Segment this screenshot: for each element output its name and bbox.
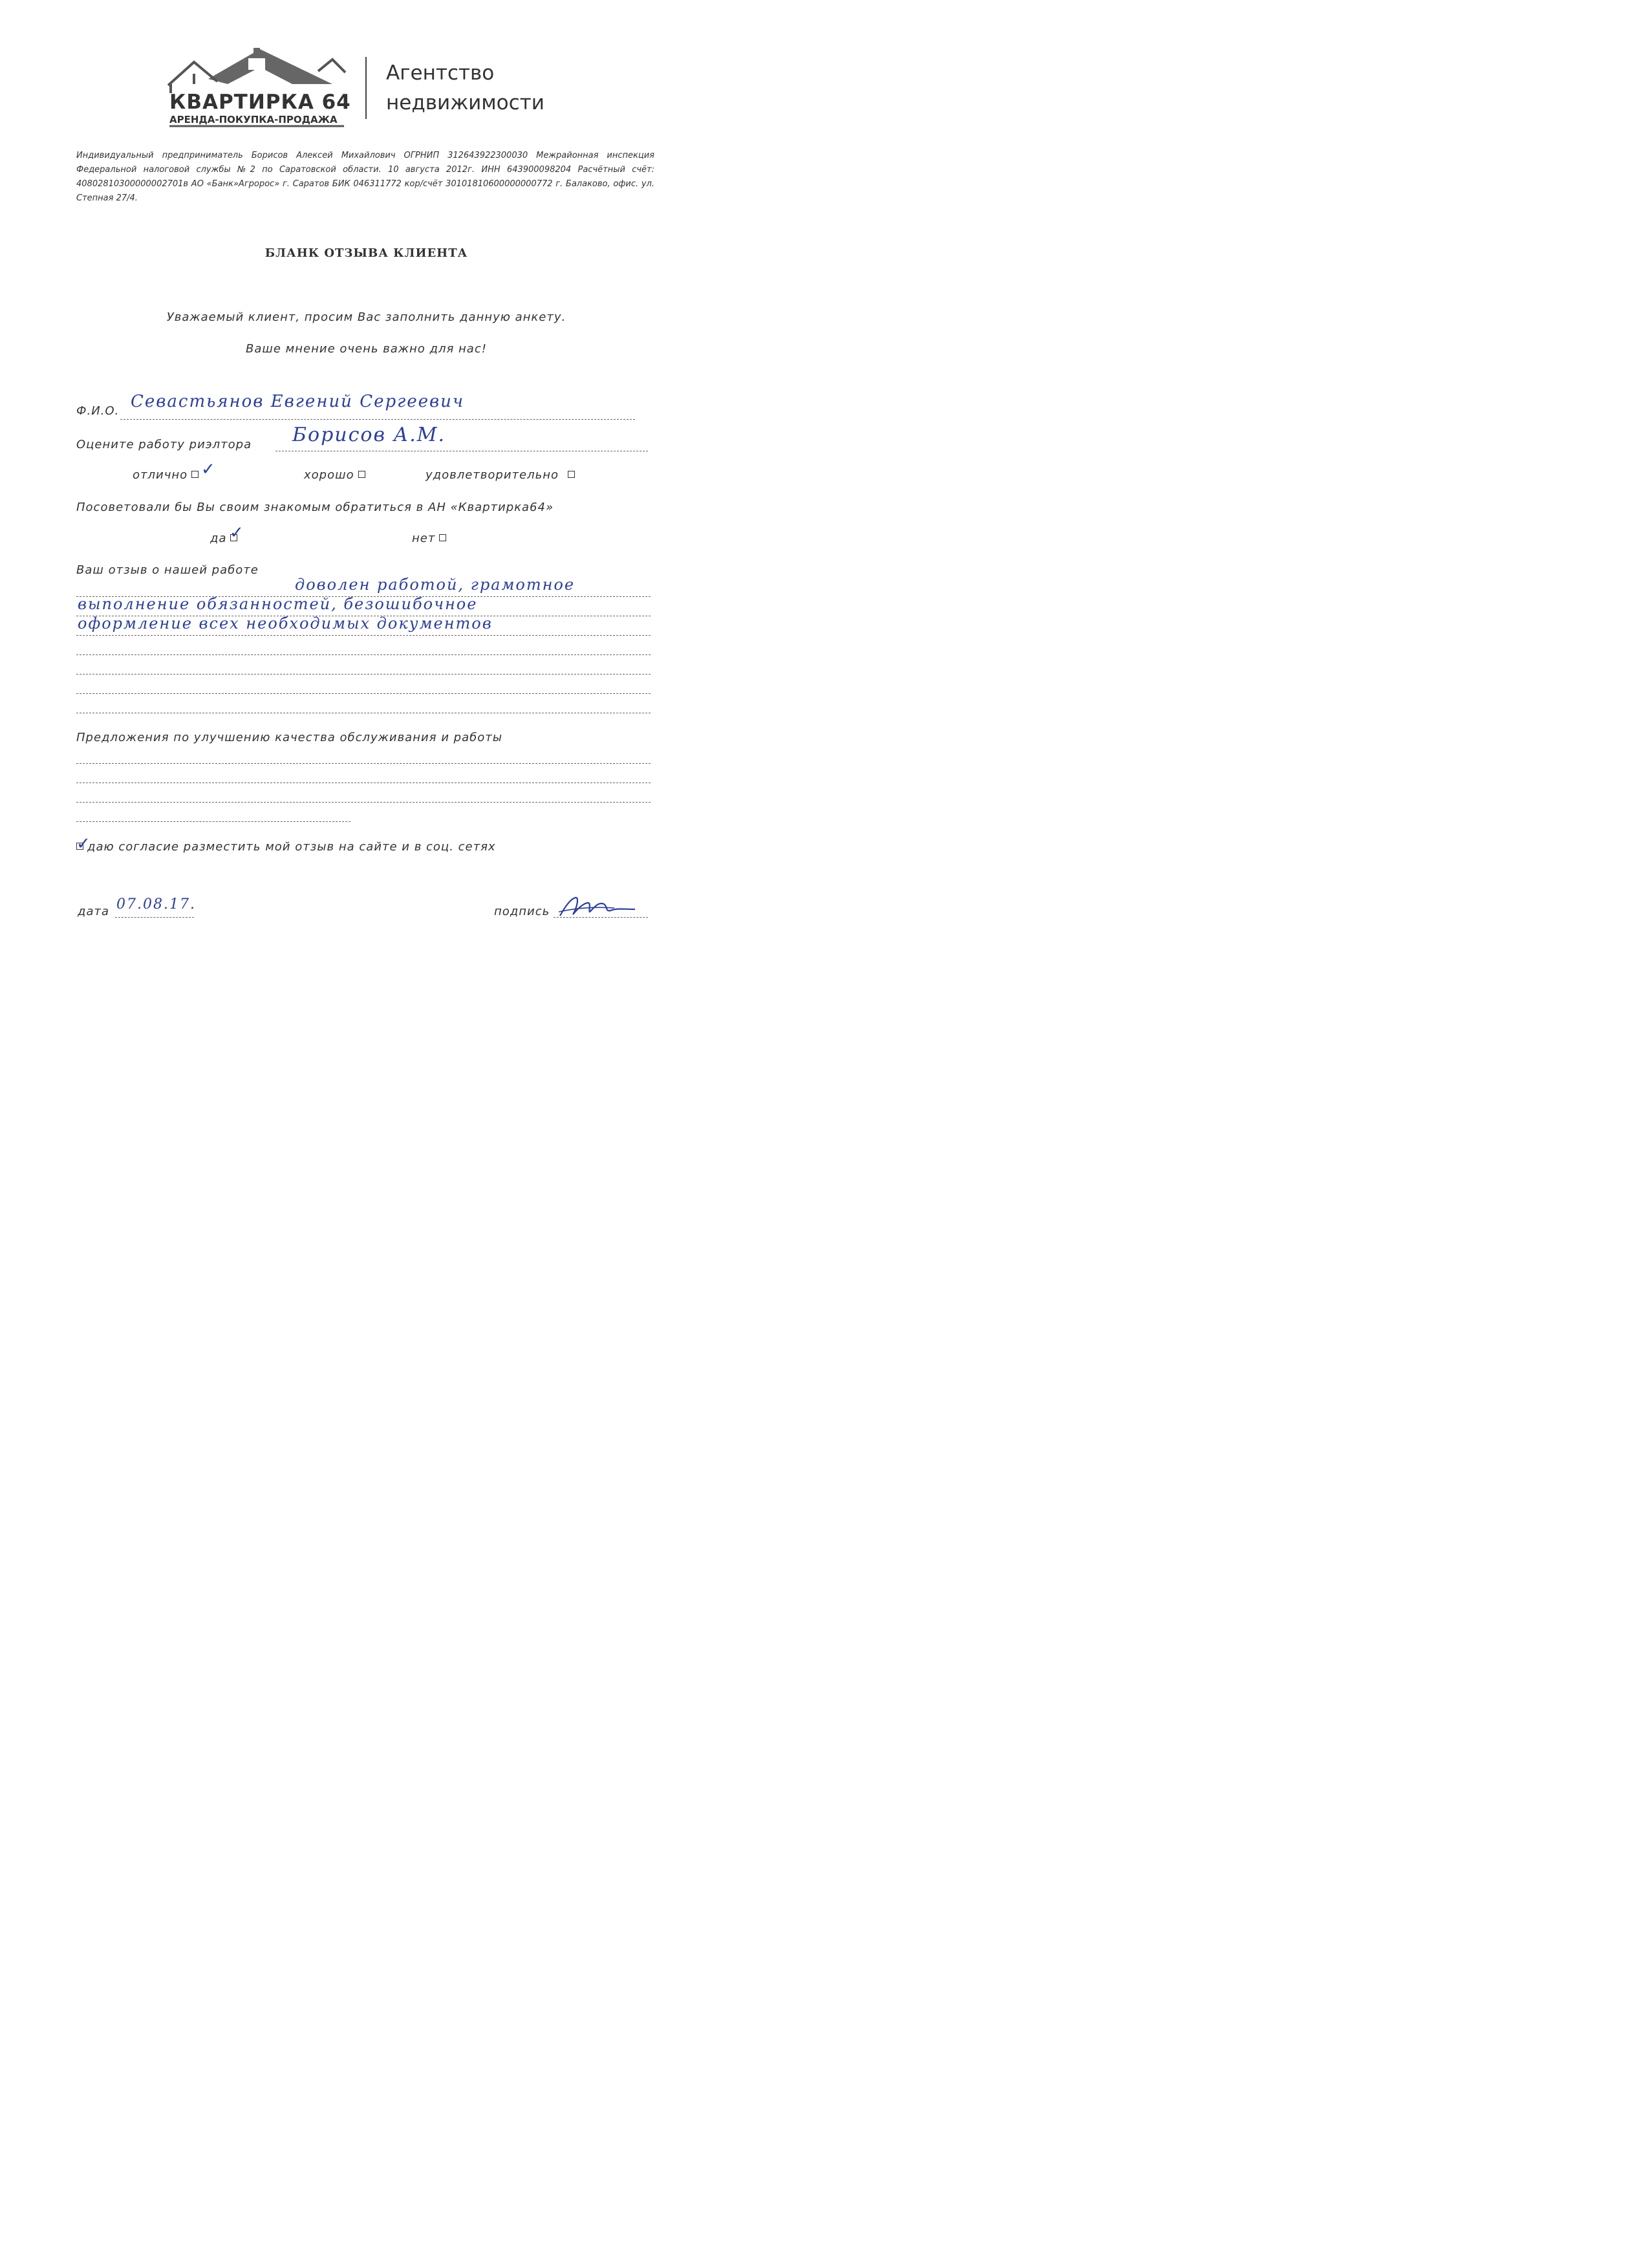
company-requisites: Индивидуальный предприниматель Борисов Алексей Михайлович ОГРНИП 312643922300030 Межрайонная инспекция Федеральной налоговой службы №2 по Саратовской области. 10 августа 2012г. ИНН 643900098204 Расчётный счёт: 40802810300000002701в АО «Банк»Агророс» г. Саратов БИК 046311772 кор/счёт 30101810600000000772 г. Балаково, офис. ул. Степная 27/4. — [76, 151, 654, 203]
consent-option[interactable] — [76, 840, 496, 854]
fio-label: Ф.И.О. — [76, 404, 120, 418]
date-field[interactable]: 07.08.17. — [116, 896, 196, 913]
agency-title-line2: недвижимости — [386, 91, 544, 114]
suggestions-line — [76, 763, 651, 764]
signature-label: подпись — [494, 905, 550, 918]
logo-tagline: АРЕНДА-ПОКУПКА-ПРОДАЖА — [169, 114, 338, 125]
agency-title-line1: Агентство — [386, 61, 495, 85]
checkbox-icon[interactable] — [568, 471, 575, 478]
logo-divider — [365, 57, 367, 119]
option-good[interactable] — [304, 468, 365, 482]
intro-text-1: Уважаемый клиент, просим Вас заполнить данную анкету. — [166, 310, 566, 324]
intro-text-2: Ваше мнение очень важно для нас! — [246, 342, 487, 356]
review-text-line3[interactable]: оформление всех необходимых документов — [78, 614, 493, 632]
feedback-form-page — [0, 0, 733, 1008]
checkmark-icon: ✓ — [201, 460, 215, 479]
option-excellent[interactable] — [133, 468, 199, 482]
suggestions-label: Предложения по улучшению качества обслуживания и работы — [76, 731, 502, 744]
form-title: БЛАНК ОТЗЫВА КЛИЕНТА — [264, 246, 468, 260]
checkmark-icon: ✓ — [230, 523, 244, 543]
fio-field[interactable]: Севастьянов Евгений Сергеевич — [131, 392, 465, 411]
suggestions-line — [76, 802, 651, 803]
option-excellent-label: отлично — [133, 468, 188, 482]
consent-label: даю согласие разместить мой отзыв на сайте и в соц. сетях — [87, 840, 496, 854]
option-no[interactable] — [412, 532, 446, 545]
option-satisfactory-label: удовлетворительно — [426, 468, 559, 482]
option-good-label: хорошо — [304, 468, 354, 482]
review-line — [76, 674, 651, 675]
rate-realtor-label: Оцените работу риэлтора — [76, 438, 252, 451]
date-line — [115, 917, 194, 918]
signature-mark-icon[interactable] — [556, 894, 640, 920]
review-label: Ваш отзыв о нашей работе — [76, 563, 259, 577]
review-line — [76, 654, 651, 655]
logo-brand-name: КВАРТИРКА 64 — [169, 91, 351, 114]
review-line — [76, 693, 651, 694]
review-text-line1[interactable]: доволен работой, грамотное — [295, 576, 576, 594]
option-satisfactory[interactable] — [426, 468, 575, 482]
realtor-field[interactable]: Борисов А.М. — [292, 424, 446, 446]
review-text-line2[interactable]: выполнение обязанностей, безошибочное — [78, 595, 478, 613]
checkbox-icon[interactable] — [439, 534, 446, 541]
checkbox-icon[interactable] — [191, 471, 199, 478]
checkmark-icon: ✓ — [76, 834, 91, 854]
fio-line — [120, 419, 635, 420]
suggestions-line — [76, 821, 350, 822]
date-label: дата — [78, 905, 109, 918]
review-line — [76, 635, 651, 636]
checkbox-icon[interactable] — [358, 471, 365, 478]
option-no-label: нет — [412, 532, 436, 545]
agency-title — [386, 58, 544, 118]
recommend-label: Посоветовали бы Вы своим знакомым обратиться в АН «Квартирка64» — [76, 501, 554, 514]
option-yes-label: да — [210, 532, 227, 545]
